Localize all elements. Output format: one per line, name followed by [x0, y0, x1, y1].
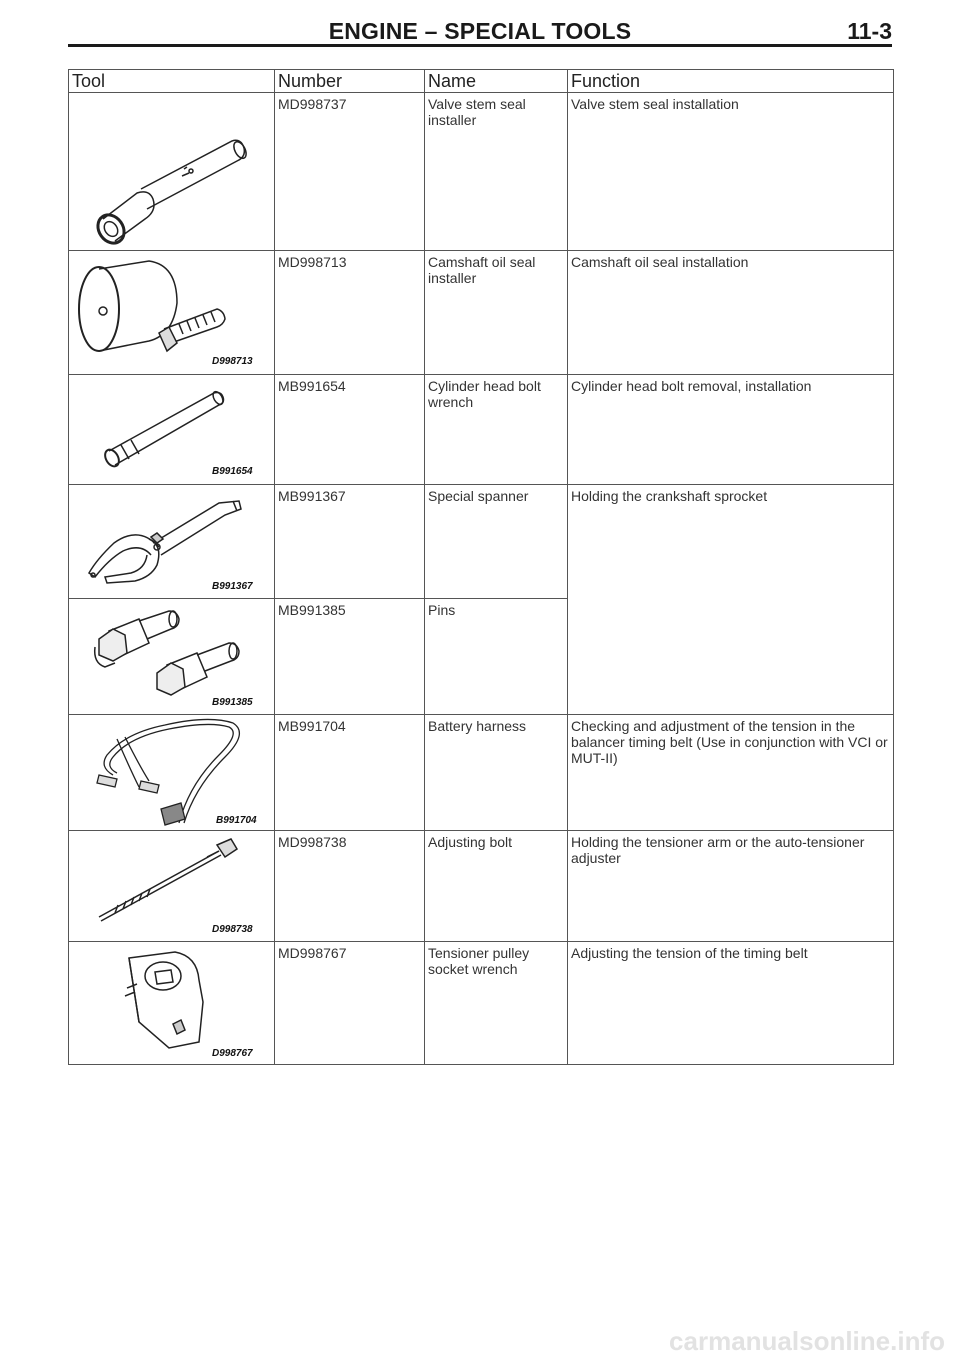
tool-code: B991654 [212, 466, 253, 477]
tool-name: Battery harness [425, 715, 568, 831]
tool-code: D998713 [212, 356, 253, 367]
table-row [69, 375, 894, 485]
tool-number: MD998738 [275, 831, 425, 942]
tool-illustration [69, 715, 275, 831]
tool-illustration [69, 599, 275, 715]
tool-name: Camshaft oil seal installer [425, 251, 568, 375]
table-row [69, 831, 894, 942]
table-row [69, 251, 894, 375]
tool-name: Cylinder head bolt wrench [425, 375, 568, 485]
column-header-name: Name [425, 70, 568, 93]
tool-code: B991385 [212, 697, 253, 708]
tool-illustration [69, 375, 275, 485]
tool-name: Special spanner [425, 485, 568, 599]
tool-function: Camshaft oil seal installation [568, 251, 894, 375]
tool-name: Pins [425, 599, 568, 715]
tool-function: Checking and adjustment of the tension in the balancer timing belt (Use in conjunction with VCI or MUT-II) [568, 715, 894, 831]
tool-illustration [69, 251, 275, 375]
page-number: 11-3 [847, 18, 892, 44]
tool-number: MB991367 [275, 485, 425, 599]
tool-function: Valve stem seal installation [568, 93, 894, 251]
watermark: carmanualsonline.info [669, 1326, 945, 1356]
column-header-function: Function [568, 70, 894, 93]
tool-function: Adjusting the tension of the timing belt [568, 942, 894, 1065]
tool-number: MB991385 [275, 599, 425, 715]
column-header-tool: Tool [69, 70, 275, 93]
tool-illustration [69, 831, 275, 942]
tool-number: MD998713 [275, 251, 425, 375]
pins-icon [69, 599, 274, 714]
tool-code: D998767 [212, 1048, 253, 1059]
table-row [69, 485, 894, 599]
camshaft-oil-seal-installer-icon [69, 251, 274, 374]
tool-code: B991704 [216, 815, 257, 826]
table-header-row [69, 70, 894, 93]
tool-number: MB991704 [275, 715, 425, 831]
tool-illustration [69, 93, 275, 251]
tool-code: B991367 [212, 581, 253, 592]
valve-stem-seal-installer-icon [69, 93, 274, 250]
tensioner-pulley-socket-wrench-icon [69, 942, 274, 1064]
tool-code: D998738 [212, 924, 253, 935]
tool-name: Valve stem seal installer [425, 93, 568, 251]
column-header-number: Number [275, 70, 425, 93]
adjusting-bolt-icon [69, 831, 274, 941]
table-row [69, 93, 894, 251]
tool-name: Adjusting bolt [425, 831, 568, 942]
tool-function: Cylinder head bolt removal, installation [568, 375, 894, 485]
tool-name: Tensioner pulley socket wrench [425, 942, 568, 1065]
tool-number: MD998767 [275, 942, 425, 1065]
tool-function: Holding the crankshaft sprocket [568, 485, 894, 715]
table-row [69, 715, 894, 831]
tool-function: Holding the tensioner arm or the auto-tensioner adjuster [568, 831, 894, 942]
table-row [69, 942, 894, 1065]
special-tools-table [68, 69, 894, 1065]
battery-harness-icon [69, 715, 274, 830]
tool-number: MB991654 [275, 375, 425, 485]
tool-illustration [69, 942, 275, 1065]
tool-number: MD998737 [275, 93, 425, 251]
header-rule [68, 44, 892, 47]
cylinder-head-bolt-wrench-icon [69, 375, 274, 484]
page-title: ENGINE – SPECIAL TOOLS [328, 18, 632, 44]
page-header [68, 18, 892, 46]
tool-illustration [69, 485, 275, 599]
special-spanner-icon [69, 485, 274, 598]
